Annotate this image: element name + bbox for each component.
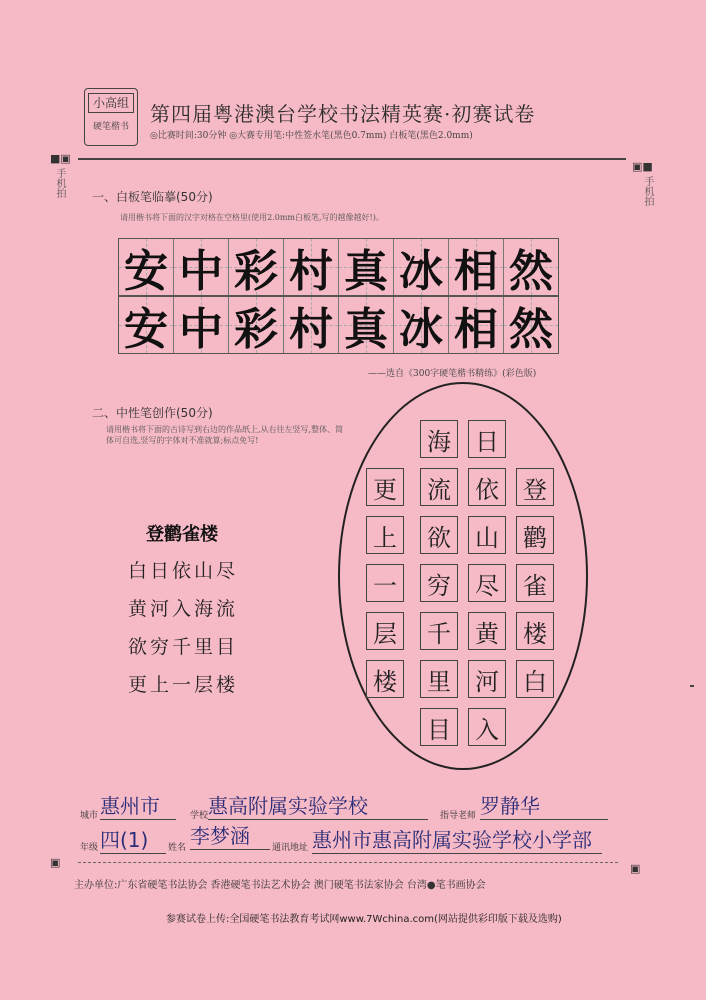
- tick-mark: [690, 685, 694, 687]
- written-char: 冰: [394, 297, 449, 353]
- header-rule: [78, 158, 626, 160]
- section2-instruction: 请用楷书将下面的古诗写到右边的作品纸上,从右往左竖写,整体、简体可自选,竖写的字体对不准就算;标点免写!: [106, 425, 344, 445]
- grid-char: 上: [366, 516, 404, 554]
- teacher-field: 罗静华: [480, 790, 608, 820]
- model-char: 相: [449, 239, 504, 295]
- side-note-left: 手机拍: [54, 168, 65, 198]
- section1-title: 一、白板笔临摹(50分): [92, 190, 213, 204]
- grid-char: 一: [366, 564, 404, 602]
- grid-char: 白: [516, 660, 554, 698]
- written-char: 相: [449, 297, 504, 353]
- school-field: 惠高附属实验学校: [208, 790, 428, 820]
- paper-subtitle: ◎比赛时间:30分钟 ◎大赛专用笔:中性签水笔(黑色0.7mm) 白板笔(黑色2.0mm): [150, 131, 473, 141]
- grid-char: 千: [420, 612, 458, 650]
- footer-upload-info: 参赛试卷上传:全国硬笔书法教育考试网www.7Wchina.com(网站提供彩印版下载及选购): [166, 914, 562, 925]
- group-badge: [84, 88, 138, 146]
- bottom-rule: [78, 862, 618, 863]
- model-char: 冰: [394, 239, 449, 295]
- corner-marker-top-right: ▣■: [632, 160, 653, 173]
- name-label: 姓名: [168, 843, 187, 853]
- section1-instruction: 请用楷书将下面的汉字对格在空格里(使用2.0mm白板笔,写的越像越好!)。: [120, 213, 384, 222]
- model-char: 中: [174, 239, 229, 295]
- name-field: 李梦涵: [190, 820, 270, 850]
- grid-char: 里: [420, 660, 458, 698]
- grid-char: 日: [468, 420, 506, 458]
- poem-line: 黄河入海流: [128, 598, 239, 620]
- poem-line: 白日依山尽: [128, 560, 239, 582]
- corner-marker-top-left: ■▣: [50, 152, 71, 165]
- grid-char: 依: [468, 468, 506, 506]
- grid-char: 尽: [468, 564, 506, 602]
- grid-char: 鹳: [516, 516, 554, 554]
- written-char: 真: [339, 297, 394, 353]
- grid-char: 山: [468, 516, 506, 554]
- city-label: 城市: [80, 811, 99, 821]
- grid-char: 楼: [516, 612, 554, 650]
- grid-char: 登: [516, 468, 554, 506]
- model-char: 然: [504, 239, 558, 295]
- organizers-line: 主办单位:广东省硬笔书法协会 香港硬笔书法艺术协会 澳门硬笔书法家协会 台湾●笔书画协会: [74, 880, 486, 891]
- grade-field: 四(1): [100, 824, 166, 854]
- grid-char: 穷: [420, 564, 458, 602]
- source-citation: ——选自《300字硬笔楷书精练》(彩色版): [368, 369, 537, 379]
- teacher-label: 指导老师: [440, 811, 477, 821]
- model-char: 村: [284, 239, 339, 295]
- poem-title: 登鹳雀楼: [146, 524, 218, 545]
- grid-char: 楼: [366, 660, 404, 698]
- poem-line: 欲穷千里目: [128, 636, 239, 658]
- grid-char: 海: [420, 420, 458, 458]
- model-char: 彩: [229, 239, 284, 295]
- grid-char: 目: [420, 708, 458, 746]
- badge-group-label: 小高组: [88, 93, 134, 113]
- address-label: 通讯地址: [272, 843, 309, 853]
- written-char: 彩: [229, 297, 284, 353]
- corner-marker-bottom-left: ▣: [50, 856, 61, 869]
- grid-char: 更: [366, 468, 404, 506]
- address-field: 惠州市惠高附属实验学校小学部: [312, 824, 602, 854]
- side-note-right: 手机拍: [642, 176, 653, 206]
- written-char: 村: [284, 297, 339, 353]
- badge-category-label: 硬笔楷书: [92, 122, 129, 132]
- grid-char: 雀: [516, 564, 554, 602]
- poem-line: 更上一层楼: [128, 674, 239, 696]
- written-char: 安: [119, 297, 174, 353]
- grid-char: 层: [366, 612, 404, 650]
- paper-title: 第四届粤港澳台学校书法精英赛·初赛试卷: [150, 102, 536, 126]
- corner-marker-bottom-right: ▣: [630, 862, 641, 875]
- school-label: 学校: [190, 811, 209, 821]
- grid-char: 河: [468, 660, 506, 698]
- written-char: 然: [504, 297, 558, 353]
- written-char-grid: [118, 296, 559, 354]
- grid-char: 欲: [420, 516, 458, 554]
- section2-title: 二、中性笔创作(50分): [92, 406, 213, 420]
- model-char-grid: [118, 238, 559, 296]
- grid-char: 黄: [468, 612, 506, 650]
- city-field: 惠州市: [100, 790, 176, 820]
- grid-char: 流: [420, 468, 458, 506]
- grade-label: 年级: [80, 843, 99, 853]
- grid-char: 入: [468, 708, 506, 746]
- model-char: 安: [119, 239, 174, 295]
- written-char: 中: [174, 297, 229, 353]
- model-char: 真: [339, 239, 394, 295]
